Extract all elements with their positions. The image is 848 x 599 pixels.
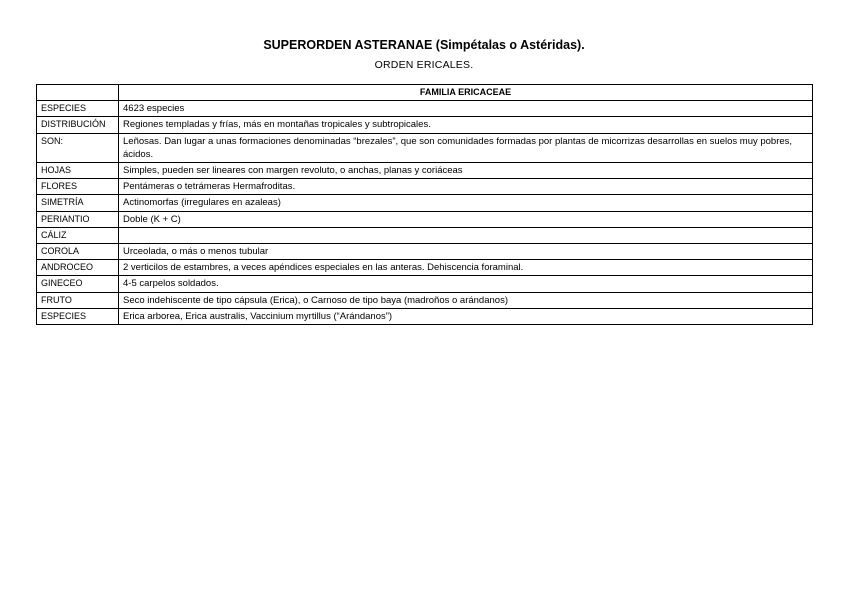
table-row — [37, 195, 813, 211]
row-value: 2 verticilos de estambres, a veces apéndices especiales en las anteras. Dehiscencia foraminal. — [119, 260, 813, 276]
row-value: Simples, pueden ser lineares con margen revoluto, o anchas, planas y coriáceas — [119, 163, 813, 179]
row-value: Regiones templadas y frías, más en montañas tropicales y subtropicales. — [119, 117, 813, 133]
row-label: ESPECIES — [37, 308, 119, 324]
row-label: SON: — [37, 133, 119, 162]
document-subtitle: ORDEN ERICALES. — [374, 59, 474, 71]
row-value: Pentámeras o tetrámeras Hermafroditas. — [119, 179, 813, 195]
row-value: Erica arborea, Erica australis, Vaccinium myrtillus (“Arándanos”) — [119, 308, 813, 324]
table-row — [37, 260, 813, 276]
table-row — [37, 211, 813, 227]
table-row — [37, 163, 813, 179]
table-row — [37, 244, 813, 260]
document-title: SUPERORDEN ASTERANAE (Simpétalas o Astéridas). — [263, 38, 585, 52]
header-family-cell: FAMILIA ERICACEAE — [119, 85, 813, 101]
row-label: GINECEO — [37, 276, 119, 292]
row-value: Leñosas. Dan lugar a unas formaciones denominadas “brezales”, que son comunidades formadas por plantas de micorrizas desarrollas en suelos muy pobres, ácidos. — [119, 133, 813, 162]
table-row — [37, 133, 813, 162]
row-value: Doble (K + C) — [119, 211, 813, 227]
table-row — [37, 179, 813, 195]
row-label: HOJAS — [37, 163, 119, 179]
table-header-row — [37, 85, 813, 101]
row-label: FLORES — [37, 179, 119, 195]
row-value: Actinomorfas (irregulares en azaleas) — [119, 195, 813, 211]
row-value — [119, 227, 813, 243]
row-label: DISTRIBUCIÓN — [37, 117, 119, 133]
row-value: 4623 especies — [119, 101, 813, 117]
table-row — [37, 117, 813, 133]
row-label: ESPECIES — [37, 101, 119, 117]
header-label-cell — [37, 85, 119, 101]
row-label: ANDROCEO — [37, 260, 119, 276]
table-row — [37, 276, 813, 292]
row-label: SIMETRÍA — [37, 195, 119, 211]
row-label: COROLA — [37, 244, 119, 260]
row-label: PERIANTIO — [37, 211, 119, 227]
row-label: CÁLIZ — [37, 227, 119, 243]
ericaceae-table — [36, 84, 813, 325]
table-row — [37, 227, 813, 243]
table-row — [37, 101, 813, 117]
row-value: Urceolada, o más o menos tubular — [119, 244, 813, 260]
table-row — [37, 308, 813, 324]
row-label: FRUTO — [37, 292, 119, 308]
row-value: Seco indehiscente de tipo cápsula (Erica), o Carnoso de tipo baya (madroños o arándanos) — [119, 292, 813, 308]
row-value: 4-5 carpelos soldados. — [119, 276, 813, 292]
table-row — [37, 292, 813, 308]
